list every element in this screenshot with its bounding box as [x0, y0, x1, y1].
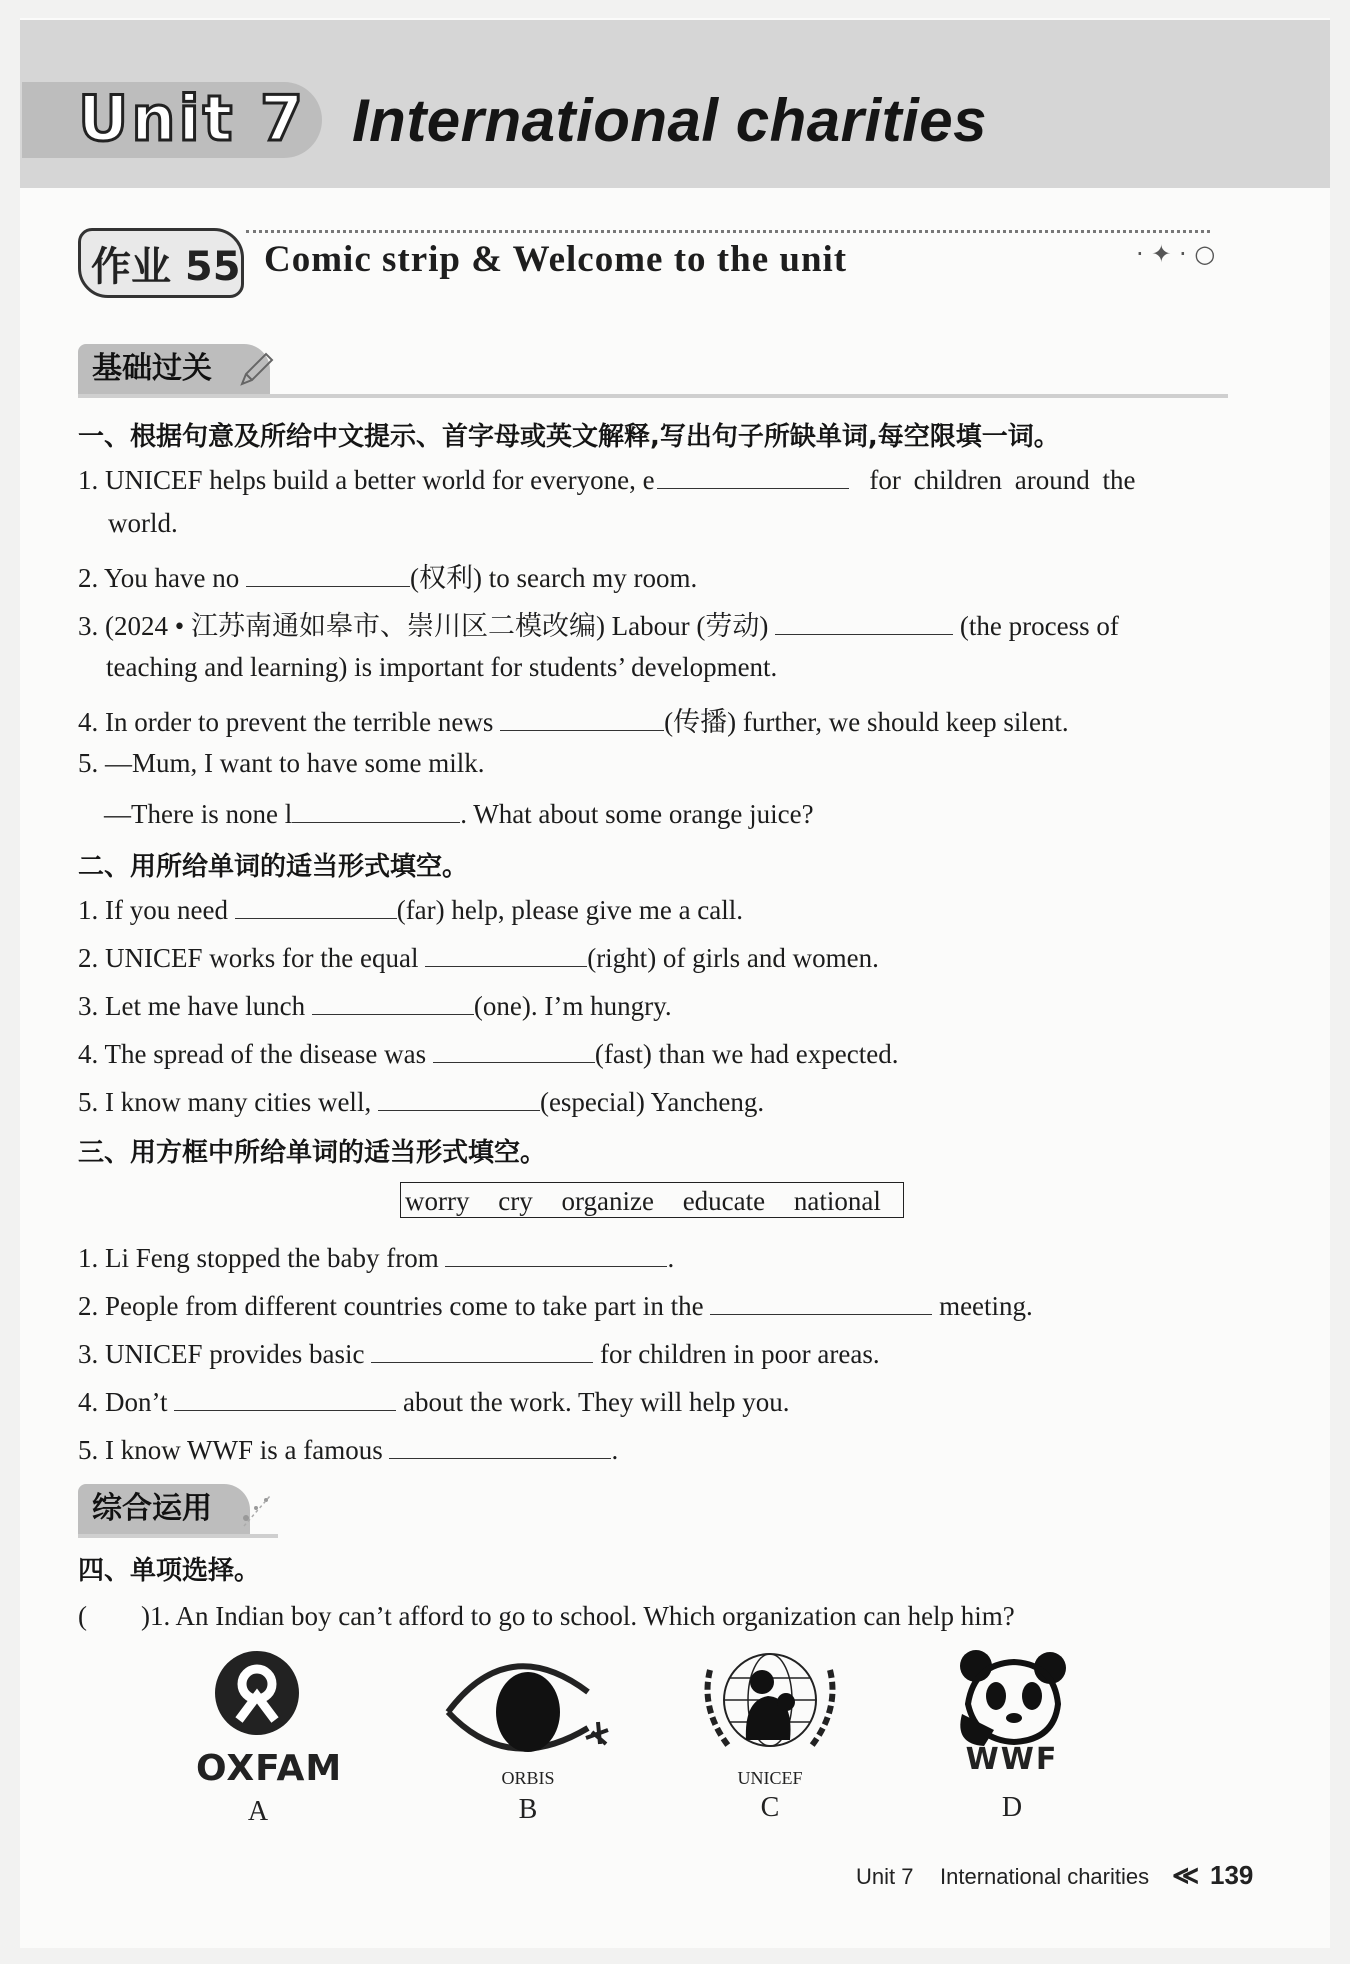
question-row: —There is none l . What about some orange juice?	[104, 796, 814, 830]
logo-caption: ORBIS	[501, 1768, 555, 1788]
answer-blank[interactable]	[378, 1084, 540, 1111]
part2-heading: 二、用所给单词的适当形式填空。	[78, 852, 469, 882]
answer-blank[interactable]	[710, 1288, 932, 1315]
option-letter: C	[760, 1792, 780, 1823]
dotted-divider	[246, 230, 1210, 233]
question-row: 1. Li Feng stopped the baby from .	[78, 1240, 674, 1274]
part3-heading: 三、用方框中所给单词的适当形式填空。	[78, 1138, 547, 1168]
question-row: 3. UNICEF provides basic for children in poor areas.	[78, 1336, 880, 1370]
homework-badge	[78, 228, 244, 298]
stars-icon	[236, 1490, 276, 1530]
answer-blank[interactable]	[312, 988, 474, 1015]
question-row: 2. People from different countries come to take part in the meeting.	[78, 1288, 1033, 1322]
wwf-panda-logo-icon	[954, 1644, 1074, 1748]
unicef-logo-icon	[690, 1640, 850, 1770]
question-row: 5. —Mum, I want to have some milk.	[78, 748, 485, 778]
answer-blank[interactable]	[389, 1432, 611, 1459]
word-box-item: worry	[405, 1186, 470, 1216]
orbis-logo-icon	[438, 1648, 618, 1768]
question-row: 1. If you need (far) help, please give me a call.	[78, 892, 743, 926]
footer-arrows-icon: ≪	[1172, 1860, 1200, 1890]
question-row: teaching and learning) is important for students’ development.	[106, 652, 778, 682]
section-tab-comprehensive: 综合运用	[78, 1484, 250, 1534]
answer-blank[interactable]	[371, 1336, 593, 1363]
section-tab-basic: 基础过关	[78, 344, 270, 394]
question-row: 2. You have no (权利) to search my room.	[78, 556, 697, 595]
word-box	[400, 1182, 904, 1218]
answer-blank[interactable]	[500, 704, 664, 731]
footer-title: International charities	[940, 1864, 1150, 1889]
oxfam-logo-icon	[214, 1650, 300, 1736]
section-underline	[78, 1534, 278, 1538]
question-row: world.	[108, 508, 178, 538]
pencil-icon	[236, 350, 276, 390]
question-row: 3. Let me have lunch (one). I’m hungry.	[78, 988, 672, 1022]
answer-blank[interactable]	[775, 608, 953, 635]
part4-heading: 四、单项选择。	[78, 1556, 261, 1586]
question-row: 3. (2024 • 江苏南通如皋市、崇川区二模改编) Labour (劳动) (the process of	[78, 604, 1119, 643]
sparkle-icon: · ✦ · ○	[1136, 240, 1216, 268]
word-box-item: educate	[682, 1186, 766, 1216]
answer-blank[interactable]	[246, 560, 410, 587]
answer-blank[interactable]	[433, 1036, 595, 1063]
answer-blank[interactable]	[425, 940, 587, 967]
word-box-item: organize	[561, 1186, 654, 1216]
question-row: ( )1. An Indian boy can’t afford to go to school. Which organization can help him?	[78, 1601, 1015, 1631]
option-letter: B	[518, 1794, 538, 1825]
section-underline	[78, 394, 1228, 398]
question-row: 2. UNICEF works for the equal (right) of girls and women.	[78, 940, 879, 974]
question-row: 4. Don’t about the work. They will help you.	[78, 1384, 789, 1418]
part1-heading: 一、根据句意及所给中文提示、首字母或英文解释,写出句子所缺单词,每空限填一词。	[78, 422, 1060, 452]
question-row: 4. In order to prevent the terrible news (传播) further, we should keep silent.	[78, 700, 1069, 739]
question-row: 5. I know many cities well, (especial) Yancheng.	[78, 1084, 764, 1118]
logo-caption: WWF	[965, 1742, 1059, 1777]
option-letter: D	[1001, 1792, 1023, 1823]
answer-blank[interactable]	[174, 1384, 396, 1411]
option-letter: A	[247, 1796, 269, 1827]
question-row: 5. I know WWF is a famous .	[78, 1432, 618, 1466]
answer-blank[interactable]	[445, 1240, 667, 1267]
answer-blank[interactable]	[292, 796, 460, 823]
question-row: 4. The spread of the disease was (fast) than we had expected.	[78, 1036, 899, 1070]
word-box-item: national	[793, 1186, 881, 1216]
unit-title: International charities	[352, 87, 987, 154]
homework-number: 作业 55	[91, 244, 241, 290]
logo-caption: UNICEF	[737, 1768, 803, 1788]
question-row: 1. UNICEF helps build a better world for everyone, e for children around the	[78, 462, 1136, 496]
footer-unit: Unit 7	[856, 1864, 914, 1889]
page-number: 139	[1210, 1860, 1254, 1890]
answer-blank[interactable]	[657, 462, 849, 489]
answer-blank[interactable]	[235, 892, 397, 919]
unit-label: Unit 7	[78, 82, 307, 155]
homework-title: Comic strip & Welcome to the unit	[264, 239, 848, 280]
word-box-item: cry	[498, 1186, 533, 1216]
logo-caption: OXFAM	[196, 1748, 343, 1789]
